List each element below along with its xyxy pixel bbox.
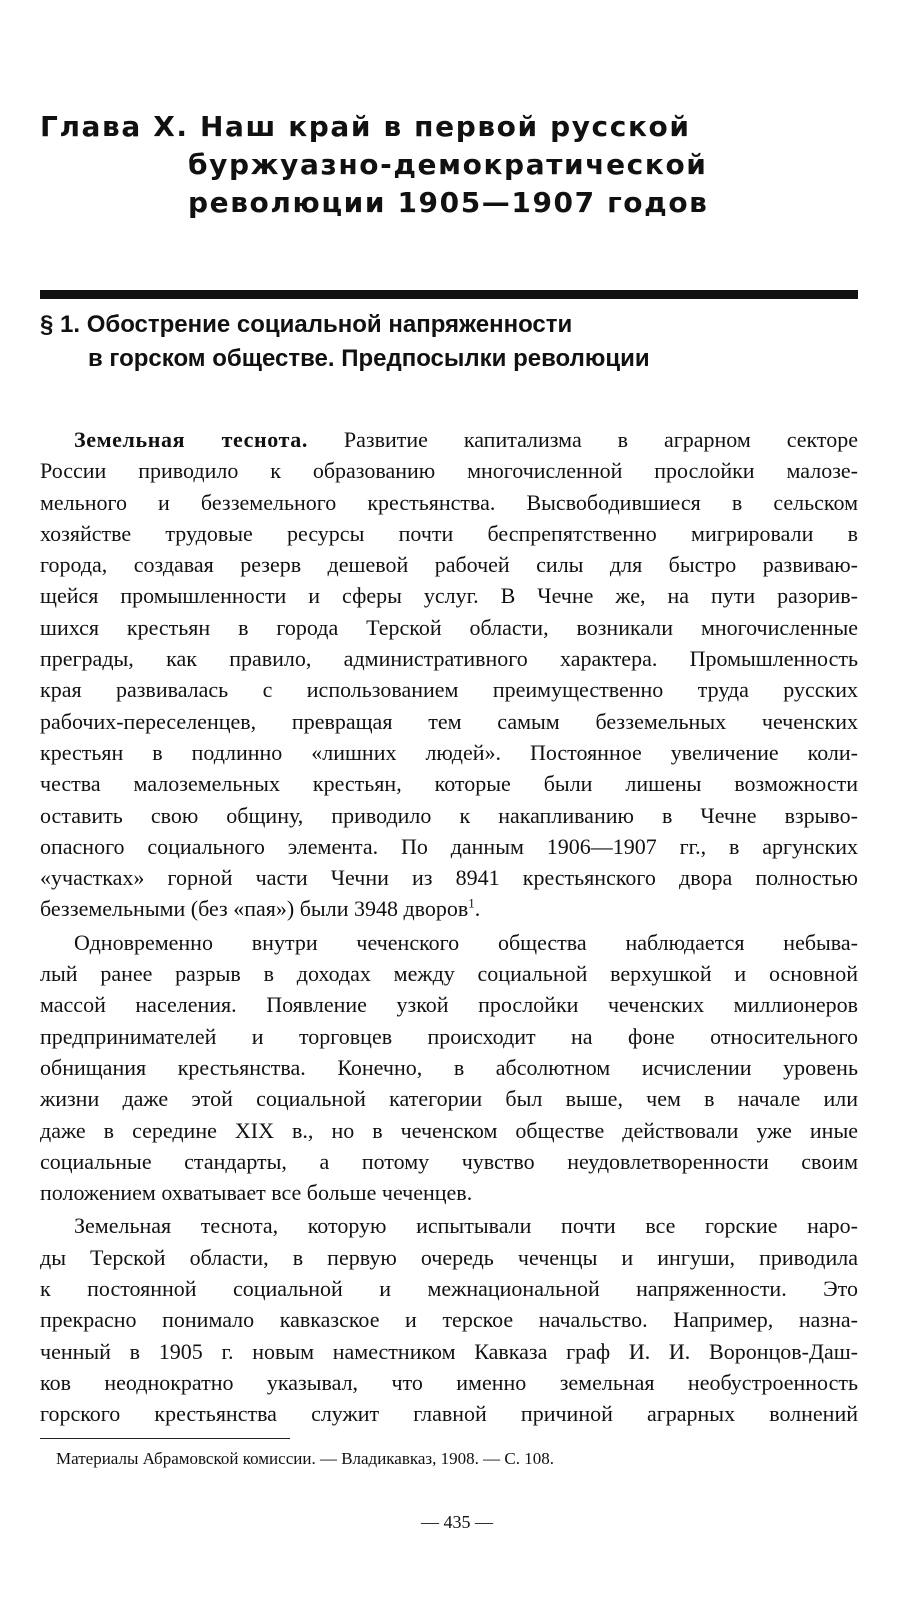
text-line: «участках» горной части Чечни из 8941 крестьянского двора полностью (40, 865, 858, 891)
footnote-divider (40, 1438, 290, 1439)
chapter-title-line: революции 1905—1907 годов (188, 186, 709, 219)
page-number: — 435 — (421, 1512, 493, 1532)
text-line: хозяйстве трудовые ресурсы почти беспрепятственно мигрировали в (40, 520, 858, 546)
text-line: жизни даже этой социальной категории был выше, чем в начале или (40, 1086, 858, 1112)
chapter-title-line: Глава X. Наш край в первой русской (40, 110, 691, 143)
text-line (40, 424, 858, 455)
section-divider (40, 290, 858, 299)
text-line: мельного и безземельного крестьянства. Высвободившиеся в сельском (40, 489, 858, 515)
text-line: лый ранее разрыв в доходах между социальной верхушкой и основной (40, 961, 858, 987)
text-line: крестьян в подлинно «лишних людей». Постоянное увеличение коли- (40, 739, 858, 765)
text-line: массой населения. Появление узкой прослойки чеченских миллионеров (40, 992, 858, 1018)
text-line-tail: . (474, 896, 481, 922)
text-line: горского крестьянства служит главной причиной аграрных волнений (40, 1401, 858, 1427)
text-line: преграды, как правило, административного характера. Промышленность (40, 646, 858, 672)
text-line: даже в середине XIX в., но в чеченском обществе действовали уже иные (40, 1117, 858, 1143)
paragraph (40, 1210, 858, 1429)
text-line-content: безземельными (без «пая») были 3948 дворов (40, 896, 469, 922)
paragraph (40, 424, 858, 925)
text-line: шихся крестьян в города Терской области, возникали многочисленные (40, 614, 858, 640)
paragraph (40, 927, 858, 1209)
text-line: ды Терской области, в первую очередь чеченцы и ингуши, приводила (40, 1244, 858, 1270)
text-line: ков неоднократно указывал, что именно земельная необустроенность (40, 1369, 858, 1395)
text-line: города, создавая резерв дешевой рабочей силы для быстро развиваю- (40, 552, 858, 578)
text-line: России приводило к образованию многочисленной прослойки малозе- (40, 458, 858, 484)
text-line: щейся промышленности и сферы услуг. В Чечне же, на пути разорив- (40, 583, 858, 609)
text-line-content: Развитие капитализма в аграрном секторе (307, 427, 858, 452)
section-title-line: в горском обществе. Предпосылки революции (88, 345, 650, 372)
text-line: края развивалась с использованием преимущественно труда русских (40, 677, 858, 703)
text-line: предпринимателей и торговцев происходит на фоне относительного (40, 1023, 858, 1049)
text-line: Одновременно внутри чеченского общества наблюдается небыва- (74, 929, 858, 955)
section-title (40, 308, 870, 376)
text-line: социальные стандарты, а потому чувство неудовлетворенности своим (40, 1148, 858, 1174)
section-title-line: § 1. Обострение социальной напряженности (40, 311, 573, 338)
text-line: чества малоземельных крестьян, которые были лишены возможности (40, 771, 858, 797)
chapter-title-line: буржуазно-демократической (188, 148, 708, 181)
text-line (40, 893, 858, 924)
text-line: Земельная теснота, которую испытывали почти все горские наро- (74, 1213, 858, 1239)
text-line: обнищания крестьянства. Конечно, в абсолютном исчислении уровень (40, 1054, 858, 1080)
text-line: к постоянной социальной и межнациональной напряженности. Это (40, 1276, 858, 1302)
text-line: рабочих-переселенцев, превращая тем самым безземельных чеченских (40, 708, 858, 734)
text-line: оставить свою общину, приводило к накапливанию в Чечне взрыво- (40, 802, 858, 828)
text-line: положением охватывает все больше чеченцев. (40, 1180, 473, 1206)
text-line: опасного социального элемента. По данным 1906—1907 гг., в аргунских (40, 833, 858, 859)
footnote-reference[interactable]: 1 (468, 896, 475, 912)
paragraph-lead: Земельная теснота. (74, 427, 308, 452)
chapter-title (40, 108, 870, 222)
text-line: ченный в 1905 г. новым наместником Кавказа граф И. И. Воронцов-Даш- (40, 1338, 858, 1364)
body-text (40, 424, 858, 1432)
footnote: Материалы Абрамовской комиссии. — Владикавказ, 1908. — С. 108. (56, 1449, 554, 1468)
text-line: прекрасно понимало кавказское и терское начальство. Например, назна- (40, 1307, 858, 1333)
